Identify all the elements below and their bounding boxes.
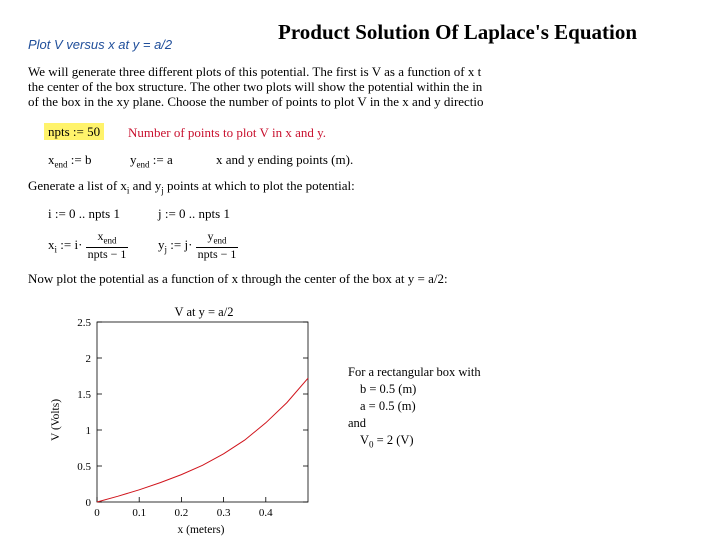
xi-lhs: $x_i$ := i·: [48, 236, 83, 255]
range-j[interactable]: j := 0 .. npts 1: [158, 206, 230, 221]
generate-text: [28, 178, 355, 196]
xend-subscript: end: [54, 159, 68, 170]
xi-numerator: $x_{end}$: [86, 230, 129, 248]
xi-definition[interactable]: [48, 230, 128, 261]
yj-definition[interactable]: [158, 230, 238, 261]
x-tick-label: 0.2: [174, 507, 189, 519]
plot-description: Now plot the potential as a function of x through the center of the box at y = a/2:: [28, 271, 448, 286]
range-i[interactable]: i := 0 .. npts 1: [48, 206, 120, 221]
generate-sub-j: j: [161, 185, 164, 196]
note-line-2: b = 0.5 (m): [360, 382, 417, 396]
x-tick-label: 0.1: [132, 507, 147, 519]
note-line-5: $V_0 = 2$ (V): [360, 433, 414, 450]
yend-symbol: y: [130, 152, 137, 167]
note-line-3: a = 0.5 (m): [360, 399, 416, 413]
yend-subscript: end: [136, 159, 150, 170]
intro-line-3: of the box in the xy plane. Choose the number of points to plot V in the x and y directio: [28, 94, 484, 109]
chart-y-label: V (Volts): [50, 398, 62, 442]
xi-fraction: [86, 230, 129, 261]
xend-symbol: x: [48, 152, 55, 167]
parameter-note: [348, 364, 481, 454]
chart-ticks: [77, 317, 308, 519]
note-line-4: and: [348, 416, 367, 430]
intro-line-2: the center of the box structure. The other two plots will show the potential within the in: [28, 79, 483, 94]
x-tick-label: 0.4: [258, 507, 273, 519]
y-tick-label: 0.5: [77, 461, 91, 473]
y-tick-label: 1.5: [77, 389, 91, 401]
chart-x-label: x (meters): [177, 524, 225, 536]
xend-value: := b: [70, 152, 92, 167]
y-tick-label: 2.5: [77, 317, 91, 329]
x-tick-label: 0: [94, 507, 100, 519]
generate-sub-i: i: [126, 185, 130, 196]
generate-post: points at which to plot the potential:: [163, 178, 355, 193]
plot-frame: [97, 322, 308, 502]
yj-fraction: [196, 230, 239, 261]
chart-series-line: [97, 378, 308, 502]
intro-paragraph: [28, 64, 498, 109]
yend-definition[interactable]: [130, 152, 173, 170]
npts-expression[interactable]: npts := 50: [44, 123, 104, 140]
y-tick-label: 1: [85, 425, 91, 437]
xend-definition[interactable]: [48, 152, 91, 170]
npts-definition[interactable]: [44, 124, 104, 140]
note-line-1: For a rectangular box with: [348, 365, 481, 379]
yj-lhs: $y_j$ := j·: [158, 236, 193, 255]
chart-title: V at y = a/2: [174, 305, 234, 319]
npts-comment: Number of points to plot V in x and y.: [128, 125, 327, 140]
page-title: Product Solution Of Laplace's Equation: [278, 20, 638, 44]
x-tick-label: 0.3: [216, 507, 231, 519]
generate-pre: Generate a list of x: [28, 178, 127, 193]
y-tick-label: 0: [85, 497, 91, 509]
ends-comment: x and y ending points (m).: [216, 152, 354, 167]
section-heading: Plot V versus x at y = a/2: [28, 37, 173, 52]
y-tick-label: 2: [85, 353, 91, 365]
chart-axes: [97, 322, 308, 502]
intro-line-1: We will generate three different plots of this potential. The first is V as a function of x t: [28, 64, 482, 79]
potential-chart[interactable]: [40, 300, 330, 540]
yend-value: := a: [152, 152, 173, 167]
xi-denominator: npts − 1: [87, 247, 127, 262]
generate-mid: and y: [129, 178, 162, 193]
yj-denominator: npts − 1: [197, 247, 237, 262]
yj-numerator: $y_{end}$: [196, 230, 239, 248]
